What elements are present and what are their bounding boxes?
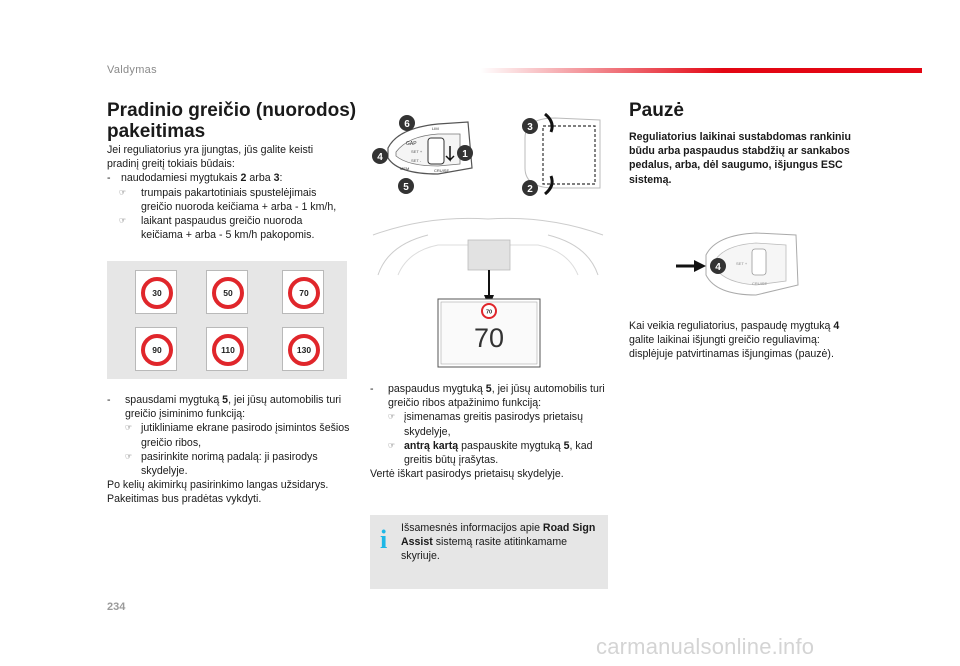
callout-4 [710,258,726,274]
section-title: Pradinio greičio (nuorodos) pakeitimas [107,100,357,142]
svg-text:3: 3 [527,122,533,133]
cruise-lever-illustration [368,108,478,198]
pause-paragraph [629,319,861,362]
bold-ref: 5 [222,394,229,406]
sub-list-item [370,410,610,438]
text: laikant paspaudus greičio nuoroda keičiama + arba - 5 km/h pakopomis. [141,215,315,242]
display-speed-value: 70 [473,323,505,353]
bold-ref: 5 [485,383,492,395]
callout-2 [522,180,538,196]
list-item [107,393,352,421]
speed-sign [135,270,177,314]
lever-label-mem: MEM [400,166,410,171]
callout-5 [398,178,414,194]
info-box [370,515,608,589]
callout-4 [372,148,388,164]
svg-text:5: 5 [403,182,409,193]
text: Kai veikia reguliatorius, paspaudę mygtuką [629,320,831,332]
bold-ref: 3 [273,172,280,185]
speed-sign [282,327,324,371]
text: sistemą rasite atitinkamame skyriuje. [401,536,568,563]
text: naudodamiesi mygtukais [121,172,238,185]
closing-paragraph: Po kelių akimirkų pasirinkimo langas užsidarys. Pakeitimas bus pradėtas vykdyti. [107,479,329,506]
pointer-bullet-icon: ☞ [125,451,133,461]
text: jutikliniame ekrane pasirodo įsimintos šešios greičio ribos, [141,422,350,449]
svg-text:1: 1 [462,149,468,160]
bold-ref: 2 [240,172,247,185]
left-text-block [107,143,342,242]
middle-text-block [370,382,610,481]
pointer-bullet-icon: ☞ [388,440,396,450]
sub-list-item [107,421,352,449]
speed-sign-value: 30 [141,277,173,309]
bold-text: antrą kartą [404,439,459,452]
text: : [279,172,283,185]
pause-title: Pauzė [629,100,684,121]
sub-list-item [107,214,342,242]
lever-label-gap: GAP [406,141,417,147]
text: paspauskite mygtuką [461,439,561,452]
closing-paragraph: Vertė iškart pasirodys prietaisų skydelyje. [370,468,564,481]
display-speed-sign: 70 [485,309,493,316]
lever-label-set-plus: SET + [411,149,423,154]
lever-side-illustration [515,108,610,200]
pause-bold-text: Reguliatorius laikinai sustabdomas rankiniu būdu arba paspaudus stabdžių ar sankabos pedalus, arba, dėl saugumo, išjungus ESC sistemą. [629,131,851,186]
intro-text: Jei reguliatorius yra įjungtas, jūs galite keisti pradinį greitį tokiais būdais: [107,144,314,171]
list-item [107,171,342,185]
text: paspaudus mygtuką [388,383,483,395]
page-number: 234 [107,601,126,613]
text: , kad greitis būtų įrašytas. [404,439,593,467]
text: įsimenamas greitis pasirodys prietaisų skydelyje, [404,411,583,438]
text: trumpais pakartotiniais spustelėjimais greičio nuoroda keičiama + arba - 1 km/h, [141,186,337,213]
bold-ref: 4 [833,320,840,332]
sub-list-item [370,439,610,467]
svg-text:2: 2 [527,184,533,195]
text: arba [249,172,271,185]
pause-lever-illustration [676,225,806,305]
callout-3 [522,118,538,134]
speed-limit-grid [107,261,347,379]
lever-label-cruise: CRUISE [752,281,768,286]
list-item [370,382,610,410]
bold-text: Road Sign Assist [401,522,596,549]
pointer-bullet-icon: ☞ [388,412,396,422]
svg-text:4: 4 [715,262,721,273]
speed-sign [206,327,248,371]
sub-list-item [107,450,352,478]
info-icon: i [380,525,388,554]
speed-sign [282,270,324,314]
speed-sign-value: 70 [288,277,320,309]
bold-ref: 5 [563,439,570,452]
text: , jei jūsų automobilis turi greičio ribos atpažinimo funkciją: [388,383,605,410]
lever-label-set-minus: SET - [411,158,422,163]
section-label: Valdymas [107,64,157,76]
sub-list-item [107,186,342,214]
arrow-right-icon [694,260,706,272]
callout-1 [457,145,473,161]
pointer-bullet-icon: ☞ [125,423,133,433]
text: Išsamesnės informacijos apie [401,522,540,534]
speed-sign-value: 90 [141,334,173,366]
speed-sign [135,327,177,371]
text: galite laikinai išjungti greičio reguliavimą: displėjuje patvirtinamas išjungimas (pauzė). [629,334,834,361]
left-text-block-2 [107,393,352,507]
text: spausdami mygtuką [125,394,220,406]
speed-sign-value: 110 [212,334,244,366]
lever-label-lim: LIM [432,126,439,131]
lever-label-set-plus: SET + [736,261,748,266]
header-accent-bar [480,68,922,73]
svg-text:4: 4 [377,152,383,163]
info-text [401,521,596,564]
text: , jei jūsų automobilis turi greičio įsiminimo funkciją: [125,394,342,421]
pointer-bullet-icon: ☞ [119,216,127,226]
speed-sign-value: 130 [288,334,320,366]
lever-label-cruise: CRUISE [434,168,450,173]
svg-text:6: 6 [404,119,410,130]
speed-sign [206,270,248,314]
callout-6 [399,115,415,131]
dash: - [370,383,374,395]
dashboard-illustration [368,215,608,370]
watermark: carmanualsonline.info [596,634,815,659]
pointer-bullet-icon: ☞ [119,187,127,197]
text: pasirinkite norimą padalą: ji pasirodys skydelyje. [141,450,318,478]
dash: - [107,172,111,185]
speed-sign-value: 50 [212,277,244,309]
dash: - [107,394,111,406]
